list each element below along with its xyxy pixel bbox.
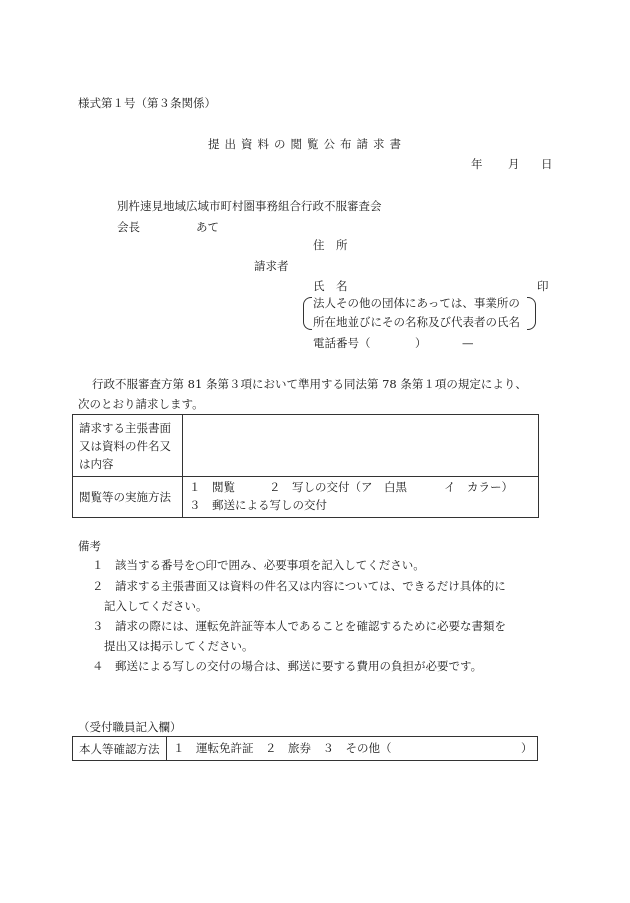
notes-heading: 備考 — [78, 539, 101, 553]
document-label-line1: 請求する主張書面 — [79, 420, 171, 435]
addressee-org: 別杵速見地域広域市町村圏事務組合行政不服審査会 — [117, 199, 382, 213]
phone-label: 電話番号（ — [313, 336, 371, 350]
reception-close: ） — [521, 740, 533, 755]
method-option-color[interactable]: イ カラー） — [444, 480, 513, 494]
body-line2: 次のとおり請求します。 — [78, 397, 204, 411]
note-item: １ 該当する番号を○印で囲み、必要事項を記入してください。 — [92, 558, 425, 572]
date-year[interactable]: 年 — [471, 157, 483, 171]
phone-close: ） — [415, 336, 427, 350]
reception-options-cell[interactable] — [167, 737, 538, 761]
method-label-cell: 閲覧等の実施方法 — [73, 477, 183, 518]
method-option-mail[interactable]: ３ 郵送による写しの交付 — [189, 498, 327, 512]
date-month[interactable]: 月 — [508, 157, 520, 171]
method-options-cell[interactable] — [183, 477, 539, 518]
reception-heading: （受付職員記入欄） — [78, 720, 182, 734]
requester-label: 請求者 — [254, 259, 289, 273]
name-label: 氏 名 — [313, 279, 348, 293]
reception-label-cell: 本人等確認方法 — [73, 737, 167, 761]
document-label-cell — [73, 415, 183, 477]
corp-note-line1: 法人その他の団体にあっては、事業所の — [313, 296, 520, 310]
note-item: ３ 請求の際には、運転免許証等本人であることを確認するために必要な書類を — [92, 619, 506, 633]
addressee-suffix: あて — [196, 220, 219, 234]
corp-note-line2: 所在地並びにその名称及び代表者の氏名 — [313, 315, 520, 329]
note-item: ４ 郵送による写しの交付の場合は、郵送に要する費用の負担が必要です。 — [92, 659, 483, 673]
addressee-position: 会長 — [117, 220, 140, 234]
body-line1: 行政不服審査方第 81 条第３項において準用する同法第 78 条第１項の規定により、 — [92, 377, 527, 391]
document-label-line2: 又は資料の件名又 — [79, 438, 171, 453]
corp-note-bracket-right — [527, 297, 536, 330]
page-title: 提出資料の閲覧公布請求書 — [208, 137, 406, 151]
request-table — [72, 414, 539, 518]
note-item: ２ 請求する主張書面又は資料の件名又は内容については、できるだけ具体的に — [92, 579, 506, 593]
date-day[interactable]: 日 — [541, 157, 553, 171]
table-row-method — [73, 477, 539, 518]
table-row-document — [73, 415, 539, 477]
note-item: 記入してください。 — [104, 599, 208, 613]
corp-note-bracket-left — [303, 297, 312, 330]
reception-row — [73, 737, 538, 761]
note-item: 提出又は掲示してください。 — [104, 639, 254, 653]
document-label-line3: は内容 — [79, 456, 114, 471]
reception-table — [72, 736, 538, 761]
form-number: 様式第１号（第３条関係） — [78, 96, 216, 110]
address-label: 住 所 — [313, 238, 348, 252]
reception-options[interactable]: １ 運転免許証 ２ 旅券 ３ その他（ — [173, 740, 392, 755]
method-option-view[interactable]: １ 閲覧 — [189, 480, 235, 494]
method-option-copy[interactable]: ２ 写しの交付（ア 白黒 — [269, 480, 407, 494]
phone-dash: — — [462, 336, 474, 350]
seal-mark: 印 — [537, 279, 549, 293]
document-value-cell[interactable] — [183, 415, 539, 477]
